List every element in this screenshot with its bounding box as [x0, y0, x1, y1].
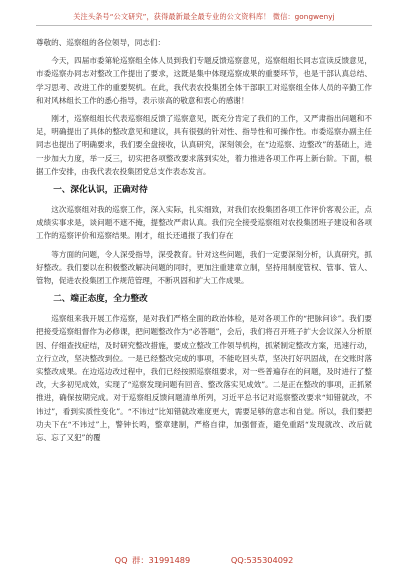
section-heading-2: 二、端正态度，全力整改 — [53, 294, 148, 305]
paragraph-5: 巡察组来我开展工作巡察，是对我们严格全面的政治体检，是对各项工作的“把脉问诊”。我们要把接受巡察组督作为必修课，把问题整改作为“必答题”，会后，我们将召开班子扩大会议深入分析原因、仔细查找症结，及时研究整改措施，要成立整改工作领导机构，抓紧制定整改方案，迅速行动，立行立改，坚决整改到位。一是已经整改完成的事项，不能吃回头草，坚决打好巩固战，在交账时落实整改成果。在边巡边改过程中，我们已经按照巡察组要求，对一些普遍存在的问题，及时进行了整改，大多初见成效，实现了“巡察发现问题有回音、整改落实见成效”。二是正在整改的事项，正抓紧推进，确保按期完成。对于巡察组反馈问题清单所列，习近平总书记对巡察整改要求“知错就改，不讳过”，看到实质性变化”。“不讳过”比知错就改难度更大，需要足够的意志和自觉。所以，我们要把功夫下在“不讳过”上，警钟长鸣，整章建制，严格自律，加强督查，避免重蹈“发现就改、改后就忘、忘了又犯”的覆 — [36, 314, 372, 443]
paragraph-3: 这次巡察组对我的巡察工作，深入实际，扎实细致，对我们农投集团各项工作评价客观公正，点成绩实事求是，谈问题不遮不掩，提整改严肃认真。我们完全接受巡察组对农投集团班子建设和各项工作的巡察评价和巡察结果。刚才，组长还通报了我们存在 — [36, 205, 372, 241]
paragraph-4: 等方面的问题，令人深受指导，深受教育。针对这些问题，我们一定要深刻分析，认真研究，抓好整改。我们要以在积极整改解决问题的同时，更加注重建章立制，坚持用制度管权、管事、管人、管物，促进农投集团工作规范管理，不断巩固和扩大工作成果。 — [36, 249, 372, 286]
header-banner[interactable]: 关注头条号“公文研究”，获得最新最全最专业的公文资料库！ 微信：gongwenyj — [73, 12, 335, 21]
paragraph-1: 今天，四届市委第轮巡察组全体人员到我们专题反馈巡察意见，巡察组组长同志宣读反馈意见，市委巡察办同志对整改工作提出了要求，这既是集中体现巡察成果的重要环节，也是干部认真总结、学习思考、改进工作的重要契机。在此，我代表农投集团全体干部职工对巡察组全体人员的辛勤工作和对风林组长工作的悉心指导，表示崇高的敬意和衷心的感谢！ — [36, 56, 372, 105]
salutation: 尊敬的、巡察组的各位领导，同志们： — [36, 38, 166, 47]
document-body — [36, 36, 372, 449]
footer-qq: QQ:535304092 — [230, 555, 294, 565]
header-divider — [36, 25, 372, 26]
paragraph-2: 刚才，巡察组组长代表巡察组反馈了巡察意见，既充分肯定了我们的工作，又严肃指出问题和不足，明确提出了具体的整改意见和建议，具有很强的针对性、指导性和可操作性。市委巡察办副主任同志也提出了明确要求，我们要全盘接收，认真研究，深刻领会，在“边巡察、边整改”的基础上，进一步加大力度，举一反三，切实把各项整改要求落到实处，着力推进各项工作再上新台阶。下面，根据工作安排，由我代表农投集团党总支作表态发言。 — [36, 114, 372, 176]
footer-qq-group: QQ 群：31991489 — [114, 555, 191, 565]
footer — [0, 555, 408, 566]
section-heading-1: 一、深化认识，正确对待 — [53, 185, 148, 196]
